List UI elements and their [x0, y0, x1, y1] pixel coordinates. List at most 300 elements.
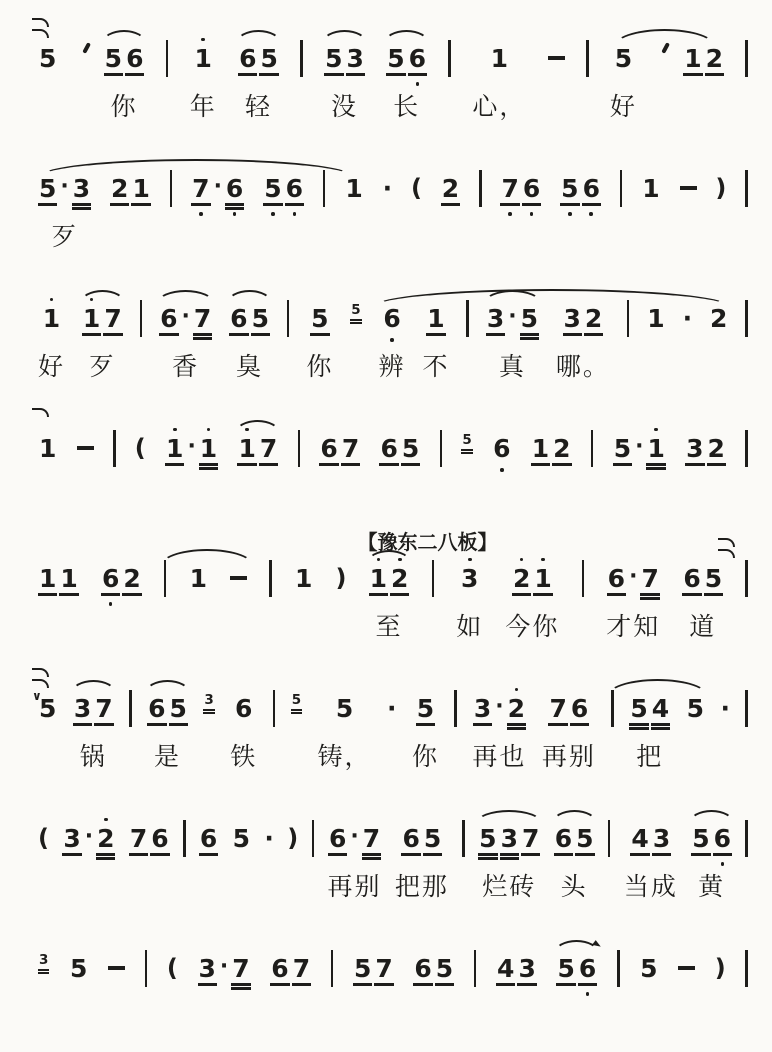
beam-group: [500, 173, 541, 203]
beam-group: [319, 433, 360, 463]
note-digit: 1: [647, 303, 665, 333]
beam-line: [38, 969, 49, 971]
beam-group: [512, 563, 553, 593]
cell: [387, 686, 397, 730]
octave-dot-high: [654, 428, 658, 432]
beam-group: [560, 173, 601, 203]
note-digit: 6: [522, 173, 541, 203]
lyric-syllable: 把那: [394, 872, 449, 901]
cell: [432, 556, 435, 600]
note-digit: 2: [111, 173, 129, 203]
token: [129, 686, 132, 730]
note: [96, 823, 115, 853]
note-digit: 2: [553, 433, 571, 463]
lyric-syllable: 烂砖: [482, 872, 537, 901]
system-2: [38, 166, 748, 249]
beam-group: [548, 693, 589, 723]
beam-line: [500, 857, 519, 859]
note: [500, 823, 519, 853]
barline: [166, 40, 169, 77]
note: [386, 43, 405, 73]
octave-dot-low: [586, 992, 590, 996]
cell: [270, 946, 311, 990]
token: [448, 36, 451, 80]
cell: [238, 36, 279, 119]
slur-icon: [384, 30, 429, 43]
barline: [617, 950, 620, 987]
note-digit: 2: [391, 563, 409, 593]
note-digit: ·: [635, 433, 644, 459]
note-digit: 5: [557, 953, 575, 983]
token: [350, 296, 361, 340]
note: [426, 303, 445, 333]
note: [237, 433, 256, 463]
dotted-rhythm-dot: [84, 823, 94, 849]
beam-line: [263, 203, 282, 205]
beam-line: [225, 203, 244, 205]
notes-row: [38, 530, 748, 641]
beam-line: [319, 463, 338, 465]
parenthesis: (: [166, 954, 178, 982]
octave-dot-high: [468, 558, 472, 562]
note: [32, 688, 57, 723]
beam-line: [72, 203, 91, 205]
beam-line: [62, 853, 81, 855]
lyric-syllable: 再别: [327, 872, 382, 901]
token: [401, 816, 442, 860]
beam-group: [270, 953, 311, 983]
note: [328, 823, 347, 853]
beam-line: [707, 463, 726, 465]
note: [169, 693, 188, 723]
octave-dot-high: [207, 428, 211, 432]
note-digit: ·: [219, 953, 229, 979]
duration-dash: [230, 576, 247, 580]
note: [103, 303, 122, 333]
token: [189, 556, 208, 600]
cell: [300, 36, 303, 80]
token: [287, 816, 298, 860]
parenthesis: (: [38, 824, 49, 852]
token: [586, 36, 589, 80]
note: [460, 563, 479, 593]
slur-icon: [102, 30, 147, 43]
beam-line: [507, 727, 526, 729]
beam-group: [101, 563, 142, 593]
note-digit: 3: [461, 563, 479, 593]
beam-line: [199, 853, 218, 855]
note-digit: 1: [42, 303, 61, 333]
token: [630, 816, 671, 860]
note-digit: 5: [561, 173, 579, 203]
note: [270, 953, 289, 983]
token: [500, 166, 541, 210]
token: [617, 946, 620, 990]
beam-line: [191, 203, 210, 205]
token: [145, 946, 148, 990]
beam-line: [346, 73, 365, 75]
beam-group: [478, 823, 540, 853]
cell: [542, 686, 596, 769]
token: [691, 816, 732, 860]
barline: [745, 820, 748, 857]
lyric-syllable: 头: [560, 872, 588, 901]
note: [646, 433, 665, 463]
notes-row: [38, 296, 748, 379]
cell: [474, 946, 477, 990]
note: [38, 563, 57, 593]
beam-group: [563, 303, 604, 333]
cell: [629, 686, 670, 769]
beam-group: [62, 823, 115, 853]
cell: [680, 166, 697, 210]
token: [478, 816, 540, 860]
dotted-rhythm-dot: [213, 173, 223, 199]
token: [294, 556, 313, 600]
note: [401, 823, 420, 853]
token: [411, 166, 422, 210]
note: [478, 823, 497, 853]
token: [234, 686, 253, 730]
octave-dot-low: [271, 212, 275, 216]
token: [269, 556, 272, 600]
cell: [191, 166, 244, 210]
beam-line: [193, 337, 212, 339]
parenthesis: ): [335, 564, 347, 592]
note: [346, 43, 365, 73]
token: [238, 36, 279, 80]
note-digit: 5: [614, 43, 633, 73]
beam-line: [101, 593, 120, 595]
note-digit: 5: [104, 43, 123, 73]
note-digit: 2: [507, 693, 526, 723]
note: [259, 43, 278, 73]
note-digit: ·: [508, 303, 517, 329]
slur-icon: [689, 810, 734, 823]
note: [496, 953, 515, 983]
token: [460, 556, 479, 600]
lyric-syllable: 歹: [88, 352, 116, 381]
duration-dash: [77, 446, 94, 450]
slur-arrow-icon: [554, 940, 599, 953]
cell: [715, 166, 726, 210]
note-digit: 5: [479, 823, 497, 853]
token: [614, 36, 633, 80]
token: [440, 426, 443, 470]
cell: [113, 426, 116, 470]
augmentation-dot: ·: [720, 693, 730, 723]
token: [682, 556, 723, 600]
cell: [319, 426, 360, 470]
lyric-syllable: 再也: [472, 742, 527, 771]
beam-line: [629, 723, 648, 725]
cell: [582, 556, 585, 600]
token: [300, 36, 303, 80]
note-digit: 6: [414, 953, 432, 983]
barline: [448, 40, 451, 77]
note-digit: 6: [578, 953, 597, 983]
note: [285, 173, 304, 203]
beam-line: [231, 987, 250, 989]
tie-mark-icon: [718, 538, 735, 547]
note: [713, 823, 732, 853]
note-digit: 3: [652, 823, 671, 853]
cell: [167, 946, 178, 990]
token: [678, 946, 695, 990]
note-digit: 5: [520, 303, 539, 333]
note: [552, 433, 571, 463]
beam-line: [110, 203, 129, 205]
note: [38, 173, 57, 203]
note-digit: 2: [97, 823, 115, 853]
octave-dot-low: [589, 212, 593, 216]
note-digit: 6: [408, 43, 427, 73]
beam-line: [38, 593, 57, 595]
note-digit: 1: [132, 173, 150, 203]
token: [715, 946, 726, 990]
token: [287, 296, 290, 340]
beam-line: [683, 73, 702, 75]
octave-dot-high: [201, 38, 205, 42]
token: [273, 686, 276, 730]
beam-line: [413, 983, 432, 985]
note: [59, 563, 78, 593]
token: [745, 36, 748, 80]
cell: [199, 816, 218, 860]
note-digit: 1: [166, 433, 184, 463]
note: [191, 173, 210, 203]
beam-line: [461, 449, 472, 451]
beam-line: [441, 203, 460, 205]
lyric-syllable: 再别: [541, 742, 596, 771]
system-7: [38, 816, 748, 899]
barline: [474, 950, 477, 987]
lyric-syllable: 辨: [378, 352, 406, 381]
beam-line: [426, 333, 445, 335]
cell: [129, 816, 170, 860]
notes-row: [38, 946, 748, 990]
lyric-syllable: 真: [498, 352, 526, 381]
note-digit: 3: [473, 693, 492, 723]
note: [646, 303, 665, 333]
note: [69, 953, 88, 983]
token: [324, 36, 365, 80]
cell: [395, 816, 449, 899]
note-digit: 5: [39, 173, 57, 203]
token: [108, 946, 125, 990]
augmentation-dot: ·: [264, 823, 274, 853]
beam-line: [73, 723, 92, 725]
token: [556, 946, 597, 990]
beam-line: [96, 853, 115, 855]
note: [335, 693, 354, 723]
barline: [462, 820, 465, 857]
token: [82, 296, 123, 340]
note: [238, 43, 257, 73]
note: [512, 563, 531, 593]
token: [474, 946, 477, 990]
note-digit: 6: [151, 823, 169, 853]
grace-note: [203, 689, 214, 708]
beam-group: [165, 433, 218, 463]
token: [720, 686, 730, 730]
cell: [38, 426, 57, 470]
note: [556, 953, 575, 983]
slur-icon: [227, 290, 272, 303]
note: [517, 953, 536, 983]
beam-line: [520, 337, 539, 339]
token: [353, 946, 394, 990]
octave-dot-high: [245, 428, 249, 432]
note-digit: 3: [686, 433, 704, 463]
note: [193, 303, 212, 333]
note-digit: 5: [232, 823, 251, 853]
augmentation-dot: ·: [382, 173, 393, 203]
note-digit: 6: [148, 693, 166, 723]
note-digit: 3: [563, 303, 581, 333]
note-digit: 3: [63, 823, 81, 853]
cell: [69, 946, 88, 990]
cell: [591, 426, 594, 470]
beam-line: [640, 593, 659, 595]
note-digit: 5: [576, 823, 594, 853]
lyric-syllable: 把: [636, 742, 664, 771]
note: [490, 43, 509, 73]
cell: [273, 686, 276, 730]
token: [319, 426, 360, 470]
cell: [101, 556, 142, 600]
note: [408, 43, 427, 73]
token: [646, 296, 665, 340]
barline: [129, 690, 132, 727]
token: [38, 816, 49, 860]
beam-line: [533, 593, 552, 595]
note: [554, 823, 573, 853]
barline: [140, 300, 143, 337]
score: [32, 36, 748, 1029]
note-digit: ·: [350, 823, 359, 849]
note-digit: 1: [369, 563, 387, 593]
cell: [478, 816, 540, 899]
cell: [237, 426, 278, 470]
note-digit: 5: [416, 693, 435, 723]
beam-line: [251, 333, 270, 335]
octave-dot-low: [199, 212, 203, 216]
beam-group: [682, 563, 723, 593]
octave-dot-high: [377, 558, 381, 562]
token: [203, 686, 214, 730]
cell: [38, 296, 65, 379]
token: [38, 36, 57, 80]
note-digit: 1: [534, 563, 552, 593]
cell: [745, 556, 748, 600]
note: [707, 433, 726, 463]
token: [512, 556, 553, 600]
lyric-syllable: 好: [609, 92, 637, 121]
beam-line: [575, 853, 594, 855]
octave-dot-low: [508, 212, 512, 216]
note-digit: ·: [629, 563, 638, 589]
cell: [745, 166, 748, 210]
lyric-syllable: 铸，: [317, 742, 372, 771]
note-digit: 5: [39, 43, 57, 73]
note: [682, 563, 701, 593]
note: [379, 433, 398, 463]
note-digit: 5: [264, 173, 282, 203]
lyric-syllable: 不: [422, 352, 450, 381]
note: [72, 173, 91, 203]
cell: [454, 686, 457, 730]
note-digit: 6: [101, 563, 120, 593]
note: [324, 43, 343, 73]
cell: [38, 946, 49, 990]
note-digit: 1: [194, 43, 212, 73]
slur-icon: [476, 810, 542, 823]
dotted-rhythm-dot: [59, 173, 69, 199]
dotted-rhythm-dot: [507, 303, 517, 329]
beam-line: [131, 203, 150, 205]
duration-dash: [680, 186, 697, 190]
token: [685, 426, 726, 470]
lyric-syllable: 香: [172, 352, 200, 381]
token: [496, 946, 537, 990]
barline: [745, 40, 748, 77]
cell: [140, 296, 143, 340]
cell: [159, 296, 212, 379]
note-digit: 5: [291, 691, 302, 708]
note: [390, 563, 409, 593]
cell: [686, 686, 705, 730]
beam-line: [38, 972, 49, 974]
beam-line: [713, 853, 732, 855]
beam-group: [147, 693, 188, 723]
note-digit: 6: [160, 303, 178, 333]
token: [166, 36, 169, 80]
token: [194, 36, 213, 80]
cell: [586, 36, 589, 80]
token: [237, 426, 278, 470]
cell: [189, 556, 208, 600]
barline: [113, 430, 116, 467]
token: [198, 946, 251, 990]
note: [570, 693, 589, 723]
lyric-syllable: 黄: [698, 872, 726, 901]
beam-line: [705, 73, 724, 75]
note-digit: 5: [353, 953, 372, 983]
note-digit: 1: [345, 173, 363, 203]
cell: [620, 166, 623, 210]
note-digit: 1: [684, 43, 702, 73]
cell: [531, 426, 572, 470]
note-digit: 6: [493, 433, 511, 463]
beam-line: [104, 73, 123, 75]
lyric-syllable: 轻: [244, 92, 272, 121]
cell: [422, 296, 449, 379]
beam-line: [270, 983, 289, 985]
beam-line: [531, 463, 550, 465]
token: [77, 426, 94, 470]
cell: [554, 816, 595, 899]
token: [32, 686, 57, 730]
beam-group: [369, 563, 410, 593]
beam-line: [486, 333, 505, 335]
augmentation-dot: ·: [682, 303, 693, 333]
note-digit: 5: [704, 563, 723, 593]
note-digit: ·: [60, 173, 69, 199]
cell: [472, 36, 526, 119]
note: [198, 953, 217, 983]
cell: [560, 166, 601, 210]
